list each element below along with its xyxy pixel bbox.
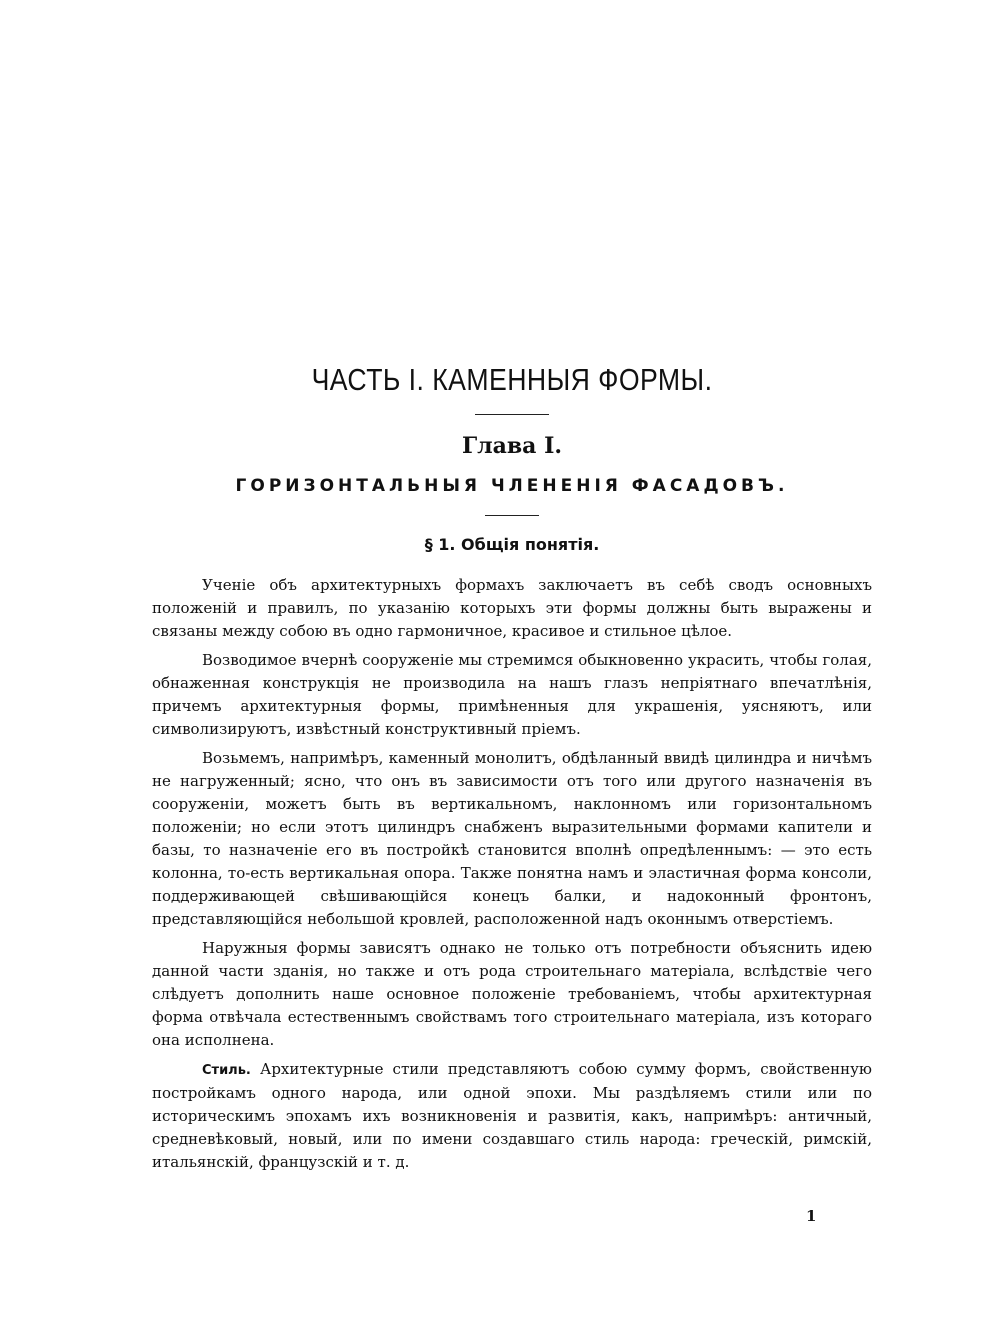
divider-rule xyxy=(485,515,539,516)
part-title: ЧАСТЬ I. КАМЕННЫЯ ФОРМЫ. xyxy=(311,362,713,397)
paragraph-style xyxy=(152,1058,872,1174)
paragraph: Ученіе объ архитектурныхъ формахъ заключаетъ въ себѣ сводъ основныхъ положеній и правилъ, по указанію которыхъ эти формы должны быть выражены и связаны между собою въ одно гармоничное, красивое и стильное цѣлое. xyxy=(152,576,872,640)
body-text xyxy=(152,574,872,1174)
runin-heading: Стиль. xyxy=(202,1063,251,1078)
paragraph: Возьмемъ, напримѣръ, каменный монолитъ, обдѣланный ввидѣ цилиндра и ничѣмъ не нагруженный; ясно, что онъ въ зависимости отъ того или другого назначенія въ сооруженіи, можетъ быть въ вертикальномъ, наклонномъ или горизонтальномъ положеніи; но если этотъ цилиндръ снабженъ выразительными формами капители и базы, то назначеніе его въ постройкѣ становится вполнѣ опредѣленнымъ: — это есть колонна, то-есть вертикальная опора. Также понятна намъ и эластичная форма консоли, поддерживающей свѣшивающійся конецъ балки, и надоконный фронтонъ, представляющійся небольшой кровлей, расположенной надъ оконнымъ отверстіемъ. xyxy=(152,749,872,928)
chapter-title: ГОРИЗОНТАЛЬНЫЯ ЧЛЕНЕНІЯ ФАСАДОВЪ. xyxy=(235,476,789,496)
page-content xyxy=(152,360,872,1180)
section-heading: § 1. Общія понятія. xyxy=(424,535,600,554)
divider-rule xyxy=(475,414,549,415)
paragraph: Наружныя формы зависятъ однако не только отъ потребности объяснить идею данной части зданія, но также и отъ рода строительнаго матеріала, вслѣдствіе чего слѣдуетъ дополнить наше основное положеніе требованіемъ, чтобы архитектурная форма отвѣчала естественнымъ свойствамъ того строительнаго матеріала, изъ котораго она исполнена. xyxy=(152,939,872,1049)
paragraph: Возводимое вчернѣ сооруженіе мы стремимся обыкновенно украсить, чтобы голая, обнаженная конструкція не производила на нашъ глазъ непріятнаго впечатлѣнія, причемъ архитектурныя формы, примѣненныя для украшенія, уясняютъ, или символизируютъ, извѣстный конструктивный пріемъ. xyxy=(152,651,872,738)
page-number: 1 xyxy=(806,1207,817,1225)
chapter-heading: Глава I. xyxy=(461,433,563,459)
paragraph-text: Архитектурные стили представляютъ собою сумму формъ, свойственную постройкамъ одного народа, или одной эпохи. Мы раздѣляемъ стили или по историческимъ эпохамъ ихъ возникновенія и развитія, какъ, напримѣръ: античный, средневѣковый, новый, или по имени создавшаго стиль народа: греческій, римскій, итальянскій, французскій и т. д. xyxy=(152,1060,872,1171)
